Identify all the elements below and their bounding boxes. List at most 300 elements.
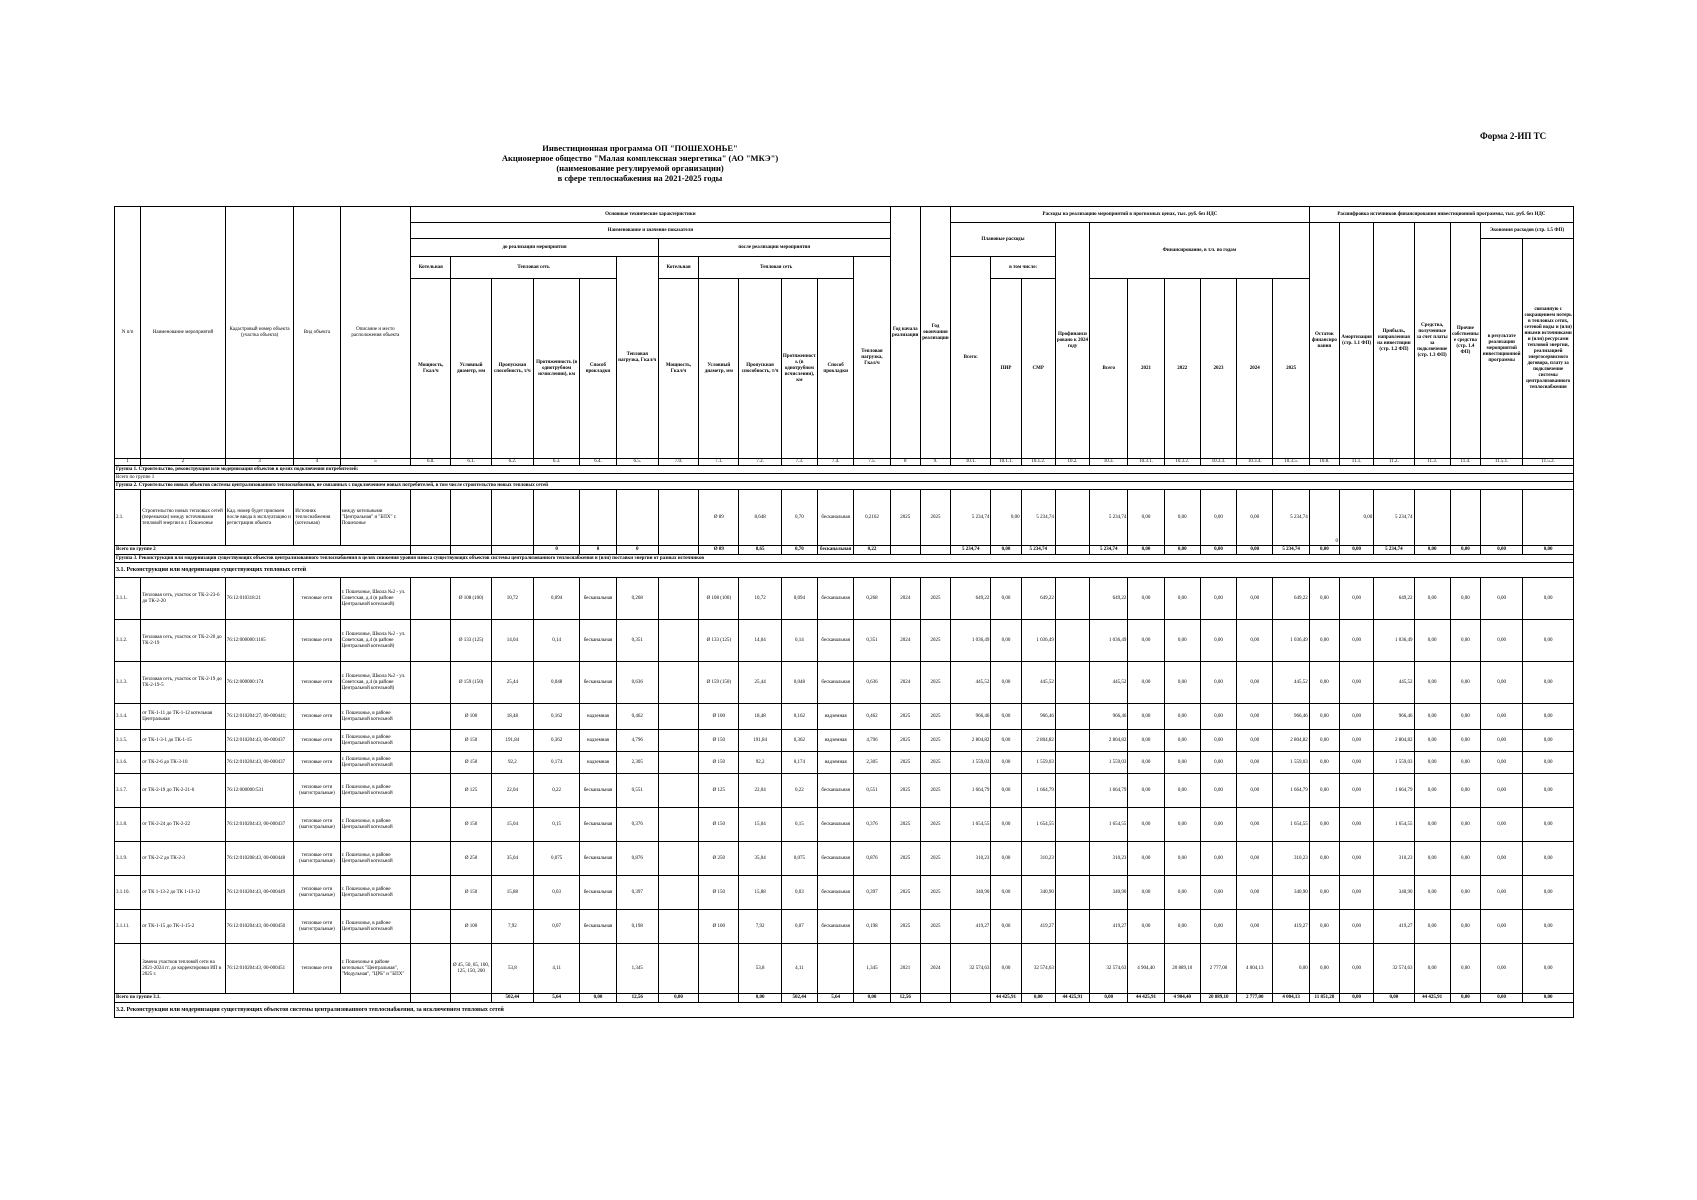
cell-oo: 0,00 [1450, 910, 1480, 944]
total-cell: Ø 89 [699, 546, 739, 555]
column-number: 10.3.1. [1128, 459, 1164, 466]
cell-load1: 0,876 [616, 842, 658, 876]
cell-smr: 1 036,49 [1021, 620, 1055, 662]
cell-pir: 0,00 [991, 662, 1021, 704]
total-cell: 0,00 [1414, 546, 1450, 555]
cell-smr: 966,46 [1021, 704, 1055, 730]
cell-y23: 0,00 [1200, 876, 1236, 910]
hdr-y2021: 2021 [1128, 279, 1164, 459]
cell-y24: 0,00 [1237, 876, 1273, 910]
cell-l2: 0,22 [781, 774, 817, 808]
total-cell: 0,00 [1200, 546, 1236, 555]
cell-load2: 0,268 [854, 578, 890, 620]
cell-pir: 0,00 [991, 752, 1021, 774]
column-number: 7.5. [854, 459, 890, 466]
cell-s1: 0,00 [1481, 752, 1523, 774]
total-cell [699, 994, 739, 1003]
cell-t1: 15,88 [491, 876, 533, 910]
column-number: 10.3. [1090, 459, 1128, 466]
hdr-location: Описание и место расположения объекта [340, 207, 411, 459]
cell-cad: 76:12:000000:531 [225, 774, 294, 808]
cell-cf: 0,00 [1414, 578, 1450, 620]
hdr-incl: в том числе: [991, 257, 1055, 279]
total-cell [658, 546, 698, 555]
total-cell: 4 004,13 [1273, 994, 1309, 1003]
cell-t2: 10,72 [739, 578, 781, 620]
cell-empty [1055, 944, 1089, 994]
total-cell [1055, 546, 1089, 555]
cell-am: 0,00 [1339, 774, 1373, 808]
group-1-total: Всего по группе 1 [115, 474, 1574, 482]
cell: 8,648 [739, 490, 781, 546]
total-cell: 0,00 [739, 994, 781, 1003]
cell-num: 3.1.8. [115, 808, 141, 842]
hdr-object-type: Вид объекта [294, 207, 340, 459]
cell-l2: 0,15 [781, 808, 817, 842]
hdr-y2022: 2022 [1164, 279, 1200, 459]
total-cell: 44 425,91 [1055, 994, 1089, 1003]
cell-y22: 0,00 [1164, 730, 1200, 752]
cell-y21: 0,00 [1128, 730, 1164, 752]
form-code: Форма 2-ИП ТС [1480, 131, 1547, 141]
cell-am: 0,00 [1339, 620, 1373, 662]
hdr-fin-all: Всего [1090, 279, 1128, 459]
table-row [115, 944, 1574, 994]
cell-empty [658, 578, 698, 620]
cell-s2: 0,00 [1523, 620, 1574, 662]
cell-t2: 15,04 [739, 808, 781, 842]
cell-oo: 0,00 [1450, 752, 1480, 774]
cell-name: Тепловая сеть, участок от ТК-2-19 до ТК-2-19-5 [141, 662, 226, 704]
cell-loc: г. Пошехонье, в районе Центральной котельной [340, 910, 411, 944]
hdr-main-chars: Основные технические характеристики [411, 207, 891, 223]
total-cell [920, 546, 950, 555]
cell-total: 1 654,55 [951, 808, 991, 842]
total-cell: 44 425,91 [1128, 994, 1164, 1003]
investment-table [114, 206, 1574, 1018]
cell-start: 2021 [890, 944, 920, 994]
total-cell: 4 904,40 [1164, 994, 1200, 1003]
cell-num [115, 944, 141, 994]
cell-y21: 0,00 [1128, 842, 1164, 876]
column-number: 11.4. [1450, 459, 1480, 466]
cell-cad: 76:12:010204:43, 00-000449 [225, 876, 294, 910]
cell-name: от ТК-1-11 до ТК-1-12 котельная Центральная [141, 704, 226, 730]
cell-t2: 18,48 [739, 704, 781, 730]
cell-y22: 0,00 [1164, 842, 1200, 876]
cell-oo: 0,00 [1450, 808, 1480, 842]
row-name: Строительство новых тепловых сетей (перемычки) между источниками тепловой энергии в г. Пошехонье [141, 490, 226, 546]
cell: 5 234,74 [1374, 490, 1414, 546]
cell-load1: 1,345 [616, 944, 658, 994]
cell-load2: 0,397 [854, 876, 890, 910]
column-number: 6.5. [616, 459, 658, 466]
cell-s2: 0,00 [1523, 944, 1574, 994]
cell-empty [411, 808, 451, 842]
cell: 5 234,74 [951, 490, 991, 546]
cell-d1: Ø 100 [451, 910, 491, 944]
hdr-y2024: 2024 [1237, 279, 1273, 459]
hdr-sources: Расшифровка источников финансирования инвестиционной программы, тыс. руб. без НДС [1309, 207, 1573, 223]
table-row [115, 490, 1574, 546]
cell-empty [658, 704, 698, 730]
cell-empty [411, 944, 451, 994]
cell-empty [1055, 774, 1089, 808]
total-cell: 44 425,91 [991, 994, 1021, 1003]
cell-y24: 4 004,13 [1237, 944, 1273, 994]
hdr-amort: Амортизация (стр. 1.1 ФП) [1339, 223, 1373, 459]
cell-pr: 445,52 [1374, 662, 1414, 704]
cell-d1: Ø 150 [451, 808, 491, 842]
cell-rem: 0,00 [1309, 752, 1339, 774]
cell-num: 3.1.5. [115, 730, 141, 752]
cell-lay2: бесканальная [818, 910, 854, 944]
cell-load1: 4,796 [616, 730, 658, 752]
cell-s2: 0,00 [1523, 910, 1574, 944]
cell-load2: 0,351 [854, 620, 890, 662]
cell-cf: 0,00 [1414, 730, 1450, 752]
hdr-after: после реализации мероприятия [658, 239, 890, 257]
cell-loc: г. Пошехонье, Школа №2 - ул. Советская, д.4 (в районе Центральной котельной) [340, 620, 411, 662]
cell-empty [1055, 620, 1089, 662]
cell-total: 966,46 [951, 704, 991, 730]
cell-empty [658, 842, 698, 876]
cell-d2: Ø 159 (150) [699, 662, 739, 704]
cell-y23: 0,00 [1200, 910, 1236, 944]
table-row [115, 662, 1574, 704]
cell-load2: 0,198 [854, 910, 890, 944]
cell-y24: 0,00 [1237, 842, 1273, 876]
cell-d2: Ø 150 [699, 752, 739, 774]
cell-empty [658, 662, 698, 704]
column-number: 10.2. [1055, 459, 1089, 466]
cell-lay1: бесканальная [580, 774, 616, 808]
column-number: 11.5.2. [1523, 459, 1574, 466]
cell-empty [1055, 662, 1089, 704]
cell-num: 3.1.4. [115, 704, 141, 730]
cell-l2: 0,094 [781, 578, 817, 620]
cell-num: 3.1.1. [115, 578, 141, 620]
hdr-network-after: Тепловая сеть [699, 257, 854, 279]
cell-d1: Ø 250 [451, 842, 491, 876]
cell-d1: Ø 108 (100) [451, 578, 491, 620]
total-cell: 0,00 [1523, 994, 1574, 1003]
total-cell: 0,00 [1339, 994, 1373, 1003]
total-cell: 44 425,91 [1414, 994, 1450, 1003]
cell-cf: 0,00 [1414, 944, 1450, 994]
column-number: 9. [920, 459, 950, 466]
cell-l1: 0,362 [534, 730, 580, 752]
cell-total: 649,22 [951, 578, 991, 620]
cell-y23: 0,00 [1200, 752, 1236, 774]
hdr-name: Наименование мероприятий [141, 207, 226, 459]
total-cell: 502,44 [491, 994, 533, 1003]
total-cell: 0,00 [1374, 994, 1414, 1003]
cell-end: 2024 [920, 944, 950, 994]
cell-type: тепловые сети [294, 662, 340, 704]
cell-y23: 0,00 [1200, 842, 1236, 876]
cell-d2: Ø 108 (100) [699, 578, 739, 620]
cell-start: 2024 [890, 620, 920, 662]
cell-am: 0,00 [1339, 730, 1373, 752]
hdr-capacity-before: Мощность, Гкал/ч [411, 279, 451, 459]
cell-empty [411, 730, 451, 752]
cell-l2: 0,362 [781, 730, 817, 752]
cell-start: 2025 [890, 774, 920, 808]
cell-name: от ТК-2-24 до ТК-2-22 [141, 808, 226, 842]
hdr-savings-2: связанную с сокращением потерь в тепловых сетях, сетевой воды и (или) иными источниками и (или) ресурсами тепловой энергии, реализацией энергосервисного договора, плату за подключение системы централизованного теплоснабжения [1523, 239, 1574, 459]
total-cell: 5 234,74 [1021, 546, 1055, 555]
cell-l1: 0,094 [534, 578, 580, 620]
cell-am: 0,00 [1339, 876, 1373, 910]
cell: 0,70 [781, 490, 817, 546]
total-cell [451, 994, 491, 1003]
cell-y24: 0,00 [1237, 808, 1273, 842]
cell-pir: 0,00 [991, 842, 1021, 876]
cell-s1: 0,00 [1481, 662, 1523, 704]
cell-load2: 0,636 [854, 662, 890, 704]
cell-lay1: бесканальная [580, 808, 616, 842]
hdr-remain: Остаток финансирования [1309, 223, 1339, 459]
cell-rem: 0,00 [1309, 662, 1339, 704]
cell-smr: 445,52 [1021, 662, 1055, 704]
cell-name: Тепловая сеть, участок от ТК-2-23-6 до ТК-2-20 [141, 578, 226, 620]
cell-t1: 15,04 [491, 808, 533, 842]
total-cell: 0,00 [580, 994, 616, 1003]
group-3-title: Группа 3. Реконструкция или модернизация существующих объектов централизованного теплоснабжения в целях снижения уровня износа существующих объектов системы централизованного теплоснабжения и (или) поставки энергии от разных источников [115, 555, 1574, 563]
cell-s2: 0,00 [1523, 876, 1574, 910]
cell-t1: 53,8 [491, 944, 533, 994]
cell-pr: 966,46 [1374, 704, 1414, 730]
cell-oo: 0,00 [1450, 620, 1480, 662]
hdr-throughput-before: Пропускная способность, т/ч [491, 279, 533, 459]
cell-l1: 0,07 [534, 910, 580, 944]
cell-total: 1 036,49 [951, 620, 991, 662]
cell-rem: 0,00 [1309, 730, 1339, 752]
cell-name: от ТК-1-15 до ТК-1-15-2 [141, 910, 226, 944]
cell-total: 419,27 [951, 910, 991, 944]
cell-y23: 0,00 [1200, 730, 1236, 752]
column-number: 7.2. [739, 459, 781, 466]
cell: 0,00 [991, 490, 1021, 546]
total-cell [411, 994, 451, 1003]
cell-cad: 76:12:010204:43, 00-000450 [225, 910, 294, 944]
total-cell: 0,00 [1450, 546, 1480, 555]
cell-s1: 0,00 [1481, 944, 1523, 994]
cell-all: 310,23 [1090, 842, 1128, 876]
total-cell: 0,00 [1237, 546, 1273, 555]
cell-pr: 340,90 [1374, 876, 1414, 910]
cell-am: 0,00 [1339, 662, 1373, 704]
cell-all: 1 664,79 [1090, 774, 1128, 808]
column-number: 2 [141, 459, 226, 466]
total-cell: 502,44 [781, 994, 817, 1003]
cell-start: 2024 [890, 662, 920, 704]
cell-empty [1055, 578, 1089, 620]
row-cadastral: Кад. номер будет присвоен после ввода в эксплуатацию и регистрации объекта [225, 490, 294, 546]
section-3-1-total-label: Всего по группе 3.1. [115, 994, 411, 1003]
cell-total: 310,23 [951, 842, 991, 876]
cell-l2: 0,048 [781, 662, 817, 704]
cell: 5 234,74 [1021, 490, 1055, 546]
cell-s1: 0,00 [1481, 704, 1523, 730]
cell-t2: 7,92 [739, 910, 781, 944]
total-cell: 5,64 [818, 994, 854, 1003]
hdr-diameter-after: Условный диаметр, мм [699, 279, 739, 459]
section-3-1-total-row [115, 994, 1574, 1003]
cell-y22: 0,00 [1164, 704, 1200, 730]
row-location: между котельными "Центральная" и "БПХ" г. Пошехонье [340, 490, 411, 546]
cell-type: тепловые сети (магистральные) [294, 876, 340, 910]
hdr-funded-before: Профинансировано к 2024 году [1055, 223, 1089, 459]
cell-l2: 0,162 [781, 704, 817, 730]
cell-empty [1055, 910, 1089, 944]
cell-y22: 0,00 [1164, 808, 1200, 842]
cell-empty [658, 944, 698, 994]
cell-d1: Ø 133 (125) [451, 620, 491, 662]
total-cell: 0,00 [1450, 994, 1480, 1003]
cell-pr: 2 804,82 [1374, 730, 1414, 752]
cell-pir: 0,00 [991, 808, 1021, 842]
cell-y22: 0,00 [1164, 910, 1200, 944]
cell-y25: 1 559,03 [1273, 752, 1309, 774]
cell-t1: 10,72 [491, 578, 533, 620]
cell-empty [411, 578, 451, 620]
hdr-throughput-after: Пропускная способность, т/ч [739, 279, 781, 459]
cell-t1: 191,84 [491, 730, 533, 752]
total-cell: 0,00 [1339, 546, 1373, 555]
cell-all: 340,90 [1090, 876, 1128, 910]
total-cell: 8,65 [739, 546, 781, 555]
cell-smr: 340,90 [1021, 876, 1055, 910]
cell-y24: 0,00 [1237, 730, 1273, 752]
cell-type: тепловые сети [294, 704, 340, 730]
cell-s2: 0,00 [1523, 578, 1574, 620]
cell-rem: 0,00 [1309, 704, 1339, 730]
cell-empty [1055, 842, 1089, 876]
cell: 0,00 [1237, 490, 1273, 546]
cell-y24: 0,00 [1237, 774, 1273, 808]
cell-loc: г. Пошехонье, в районе Центральной котельной [340, 774, 411, 808]
cell-oo: 0,00 [1450, 774, 1480, 808]
cell-cf: 0,00 [1414, 620, 1450, 662]
table-row [115, 808, 1574, 842]
cell-lay2: надземная [818, 752, 854, 774]
cell-empty [411, 620, 451, 662]
table-row [115, 752, 1574, 774]
column-number: 6.4. [580, 459, 616, 466]
cell-type: тепловые сети [294, 730, 340, 752]
cell-l2: 0,07 [781, 910, 817, 944]
cell-pir: 0,00 [991, 620, 1021, 662]
cell: 2025 [890, 490, 920, 546]
cell-y21: 0,00 [1128, 808, 1164, 842]
hdr-cadastral: Кадастровый номер объекта (участка объекта) [225, 207, 294, 459]
cell-empty [411, 704, 451, 730]
cell-cf: 0,00 [1414, 752, 1450, 774]
cell-total: 32 574,63 [951, 944, 991, 994]
total-cell: 0,00 [1481, 994, 1523, 1003]
column-number: 10.3.4. [1237, 459, 1273, 466]
cell-lay2: надземная [818, 704, 854, 730]
cell-name: от ТК 1-13-2 до ТК 1-13-12 [141, 876, 226, 910]
group-1-title: Группа 1. Строительство, реконструкция или модернизация объектов в целях подключения потребителей: [115, 466, 1574, 474]
cell-t2: 35,04 [739, 842, 781, 876]
group-2-total-label: Всего по группе 2 [115, 546, 411, 555]
cell-cf: 0,00 [1414, 662, 1450, 704]
cell-load1: 0,397 [616, 876, 658, 910]
total-cell: 20 889,10 [1200, 994, 1236, 1003]
total-cell: 2 777,00 [1237, 994, 1273, 1003]
total-cell: 5 234,74 [1374, 546, 1414, 555]
cell-l1: 0,22 [534, 774, 580, 808]
total-cell: 5 234,74 [1273, 546, 1309, 555]
cell-start: 2025 [890, 808, 920, 842]
cell-smr: 1 664,79 [1021, 774, 1055, 808]
total-cell: 0 [580, 546, 616, 555]
total-cell: 0,00 [1164, 546, 1200, 555]
cell-name: от ТК-1-3-1 до ТК-1-15 [141, 730, 226, 752]
cell-start: 2025 [890, 842, 920, 876]
cell-t2: 53,8 [739, 944, 781, 994]
cell-pir: 0,00 [991, 730, 1021, 752]
cell-load2: 0,551 [854, 774, 890, 808]
hdr-smr: СМР [1021, 279, 1055, 459]
cell-rem: 0,00 [1309, 944, 1339, 994]
cell-cad: 76:12:010208:43, 00-000448 [225, 842, 294, 876]
total-cell: 0,00 [1523, 546, 1574, 555]
cell-l2: 0,075 [781, 842, 817, 876]
cell-s1: 0,00 [1481, 808, 1523, 842]
cell: Ø 89 [699, 490, 739, 546]
cell-load2: 0,462 [854, 704, 890, 730]
column-number: 3 [225, 459, 294, 466]
cell-empty [658, 620, 698, 662]
total-cell: 0,00 [1090, 994, 1128, 1003]
cell-name: от ТК-2-19 до ТК-2-21-6 [141, 774, 226, 808]
cell-rem: 0,00 [1309, 620, 1339, 662]
cell-empty [411, 842, 451, 876]
column-number: 11.1. [1339, 459, 1373, 466]
cell-all: 32 574,63 [1090, 944, 1128, 994]
cell-start: 2025 [890, 910, 920, 944]
cell-y21: 0,00 [1128, 704, 1164, 730]
total-cell: 0,22 [854, 546, 890, 555]
cell-y25: 0,00 [1273, 944, 1309, 994]
hdr-end-year: Год окончания реализации [920, 207, 950, 459]
cell-empty [411, 662, 451, 704]
cell-d1: Ø 150 [451, 752, 491, 774]
cell-t2: 15,88 [739, 876, 781, 910]
cell: 5 234,74 [1090, 490, 1128, 546]
cell-oo: 0,00 [1450, 662, 1480, 704]
cell-num: 3.1.7. [115, 774, 141, 808]
column-number: 10.3.5. [1273, 459, 1309, 466]
cell-t2: 191,84 [739, 730, 781, 752]
cell-empty [1055, 752, 1089, 774]
column-number: 11.2. [1374, 459, 1414, 466]
cell-load1: 0,376 [616, 808, 658, 842]
cell-s1: 0,00 [1481, 910, 1523, 944]
hdr-boiler-after: Котельная [658, 257, 698, 279]
cell-d2 [699, 944, 739, 994]
cell-l1: 0,03 [534, 876, 580, 910]
table-row [115, 876, 1574, 910]
cell-y25: 419,27 [1273, 910, 1309, 944]
hdr-diameter-before: Условный диаметр, мм [451, 279, 491, 459]
section-3-1-title: 3.1. Реконструкция или модернизация существующих тепловых сетей [115, 563, 1574, 578]
cell-end: 2025 [920, 808, 950, 842]
